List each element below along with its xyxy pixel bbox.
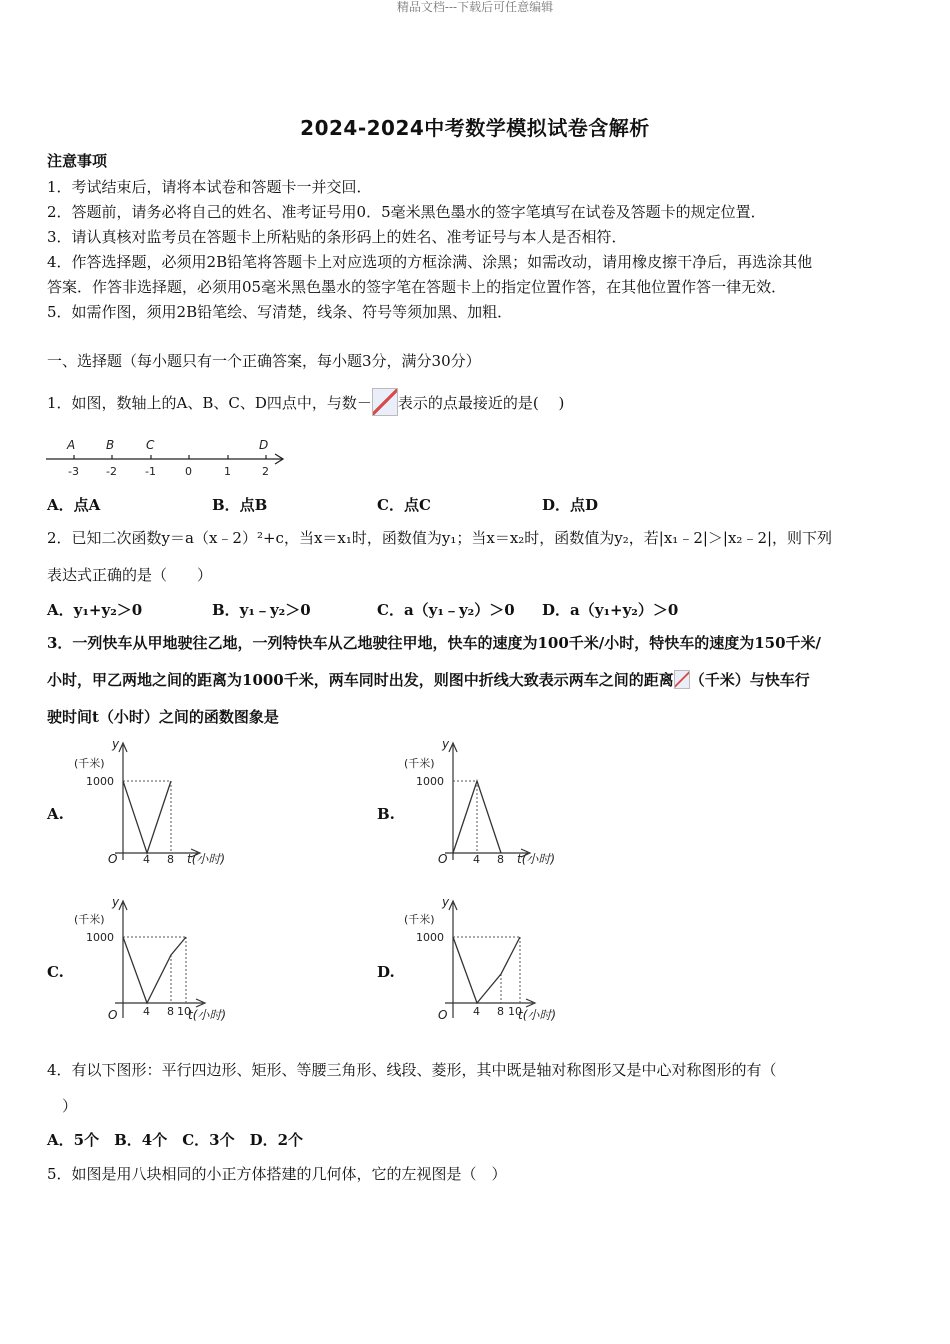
axis-tick-label: -2 [106,465,117,478]
question-1-text-end: 表示的点最接近的是( ) [397,394,565,412]
option-c[interactable]: C. [47,963,64,981]
y-axis-label: y [442,895,450,909]
broken-image-icon [674,670,690,689]
y-axis-label: y [442,737,450,751]
axis-point-label: B [106,438,115,452]
option-a[interactable]: A．y₁+y₂＞0 [47,601,143,619]
tick-label: 8 [167,853,174,866]
question-2: 2．已知二次函数y＝a（x﹣2）²+c，当x＝x₁时，函数值为y₁；当x＝x₂时，函数值为y₂，若|x₁﹣2|＞|x₂﹣2|，则下列 [47,529,833,547]
option-b[interactable]: B．点B [212,496,268,514]
axis-tick-label: 1 [224,465,231,478]
tick-label: 10 [508,1005,522,1018]
section-heading: 一、选择题（每小题只有一个正确答案，每小题3分，满分30分） [47,352,481,370]
page-title: 2024-2024中考数学模拟试卷含解析 [300,116,650,140]
t-axis-label: t(小时) [517,852,556,866]
question-3-text: 小时，甲乙两地之间的距离为1000千米，两车同时出发，则图中折线大致表示两车之间的距离 [47,671,674,689]
question-3-text-end: （千米）与快车行 [689,671,810,689]
axis-tick-label: 2 [262,465,269,478]
y-axis-label: y [112,737,120,751]
option-c[interactable]: C．a（y₁﹣y₂）＞0 [377,601,515,619]
question-3-cont: 驶时间t（小时）之间的函数图象是 [47,708,279,726]
t-axis-label: t(小时) [188,1008,227,1022]
graph-c [70,893,250,1033]
axis-point-label: A [67,438,76,452]
graph-d [400,893,580,1033]
tick-label: 8 [497,853,504,866]
question-1-text: 1．如图，数轴上的A、B、C、D四点中，与数－ [47,394,372,412]
option-a[interactable]: A．点A [47,496,101,514]
tick-label: 8 [167,1005,174,1018]
origin-label: O [108,852,118,866]
graph-b [400,735,580,875]
question-4-options[interactable]: A．5个 B．4个 C．3个 D．2个 [47,1131,304,1149]
question-3: 3．一列快车从甲地驶往乙地，一列特快车从乙地驶往甲地，快车的速度为100千米/小时，特快车的速度为150千米/ [47,634,822,652]
broken-image-icon [372,388,398,416]
option-d[interactable]: D．点D [542,496,599,514]
tick-label: 4 [143,853,150,866]
tick-label: 4 [473,853,480,866]
y-value-label: 1000 [86,931,114,944]
y-value-label: 1000 [86,775,114,788]
question-2-cont: 表达式正确的是（ ） [47,566,213,584]
unit-label: (千米) [74,913,105,926]
axis-tick-label: -3 [68,465,79,478]
axis-point-label: D [259,438,269,452]
tick-label: 4 [143,1005,150,1018]
notice-item: 2．答题前，请务必将自己的姓名、准考证号用0．5毫米黑色墨水的签字笔填写在试卷及答题卡的规定位置． [47,203,766,221]
option-c[interactable]: C．点C [377,496,431,514]
notice-item: 答案．作答非选择题，必须用05毫米黑色墨水的签字笔在答题卡上的指定位置作答，在其他位置作答一律无效． [47,278,787,296]
unit-label: (千米) [74,757,105,770]
t-axis-label: t(小时) [518,1008,557,1022]
axis-point-label: C [146,438,155,452]
notice-item: 4．作答选择题，必须用2B铅笔将答题卡上对应选项的方框涂满、涂黑；如需改动，请用橡皮擦干净后，再选涂其他 [47,253,813,271]
tick-label: 10 [177,1005,191,1018]
notice-item: 1．考试结束后，请将本试卷和答题卡一并交回． [47,178,372,196]
origin-label: O [108,1008,118,1022]
t-axis-label: t(小时) [187,852,226,866]
notice-item: 5．如需作图，须用2B铅笔绘、写清楚，线条、符号等须加黑、加粗． [47,303,513,321]
number-line [42,432,292,480]
origin-label: O [438,1008,448,1022]
question-5: 5．如图是用八块相同的小正方体搭建的几何体，它的左视图是（ ） [47,1165,507,1183]
origin-label: O [438,852,448,866]
option-b[interactable]: B. [377,805,395,823]
graph-a [70,735,250,875]
axis-tick-label: -1 [145,465,156,478]
option-d[interactable]: D．a（y₁+y₂）＞0 [542,601,679,619]
notice-item: 3．请认真核对监考员在答题卡上所粘贴的条形码上的姓名、准考证号与本人是否相符． [47,228,627,246]
unit-label: (千米) [404,913,435,926]
question-1 [47,388,564,416]
option-d[interactable]: D. [377,963,395,981]
watermark: 精品文档---下载后可任意编辑 [396,0,554,14]
question-4: 4．有以下图形：平行四边形、矩形、等腰三角形、线段、菱形，其中既是轴对称图形又是中心对称图形的有（ [47,1061,777,1079]
notice-heading: 注意事项 [47,152,108,170]
question-4-cont: ） [62,1097,78,1115]
option-b[interactable]: B．y₁﹣y₂＞0 [212,601,311,619]
y-value-label: 1000 [416,931,444,944]
unit-label: (千米) [404,757,435,770]
tick-label: 4 [473,1005,480,1018]
question-3-cont [47,670,810,690]
option-a[interactable]: A. [47,805,64,823]
axis-tick-label: 0 [185,465,192,478]
tick-label: 8 [497,1005,504,1018]
y-axis-label: y [112,895,120,909]
y-value-label: 1000 [416,775,444,788]
